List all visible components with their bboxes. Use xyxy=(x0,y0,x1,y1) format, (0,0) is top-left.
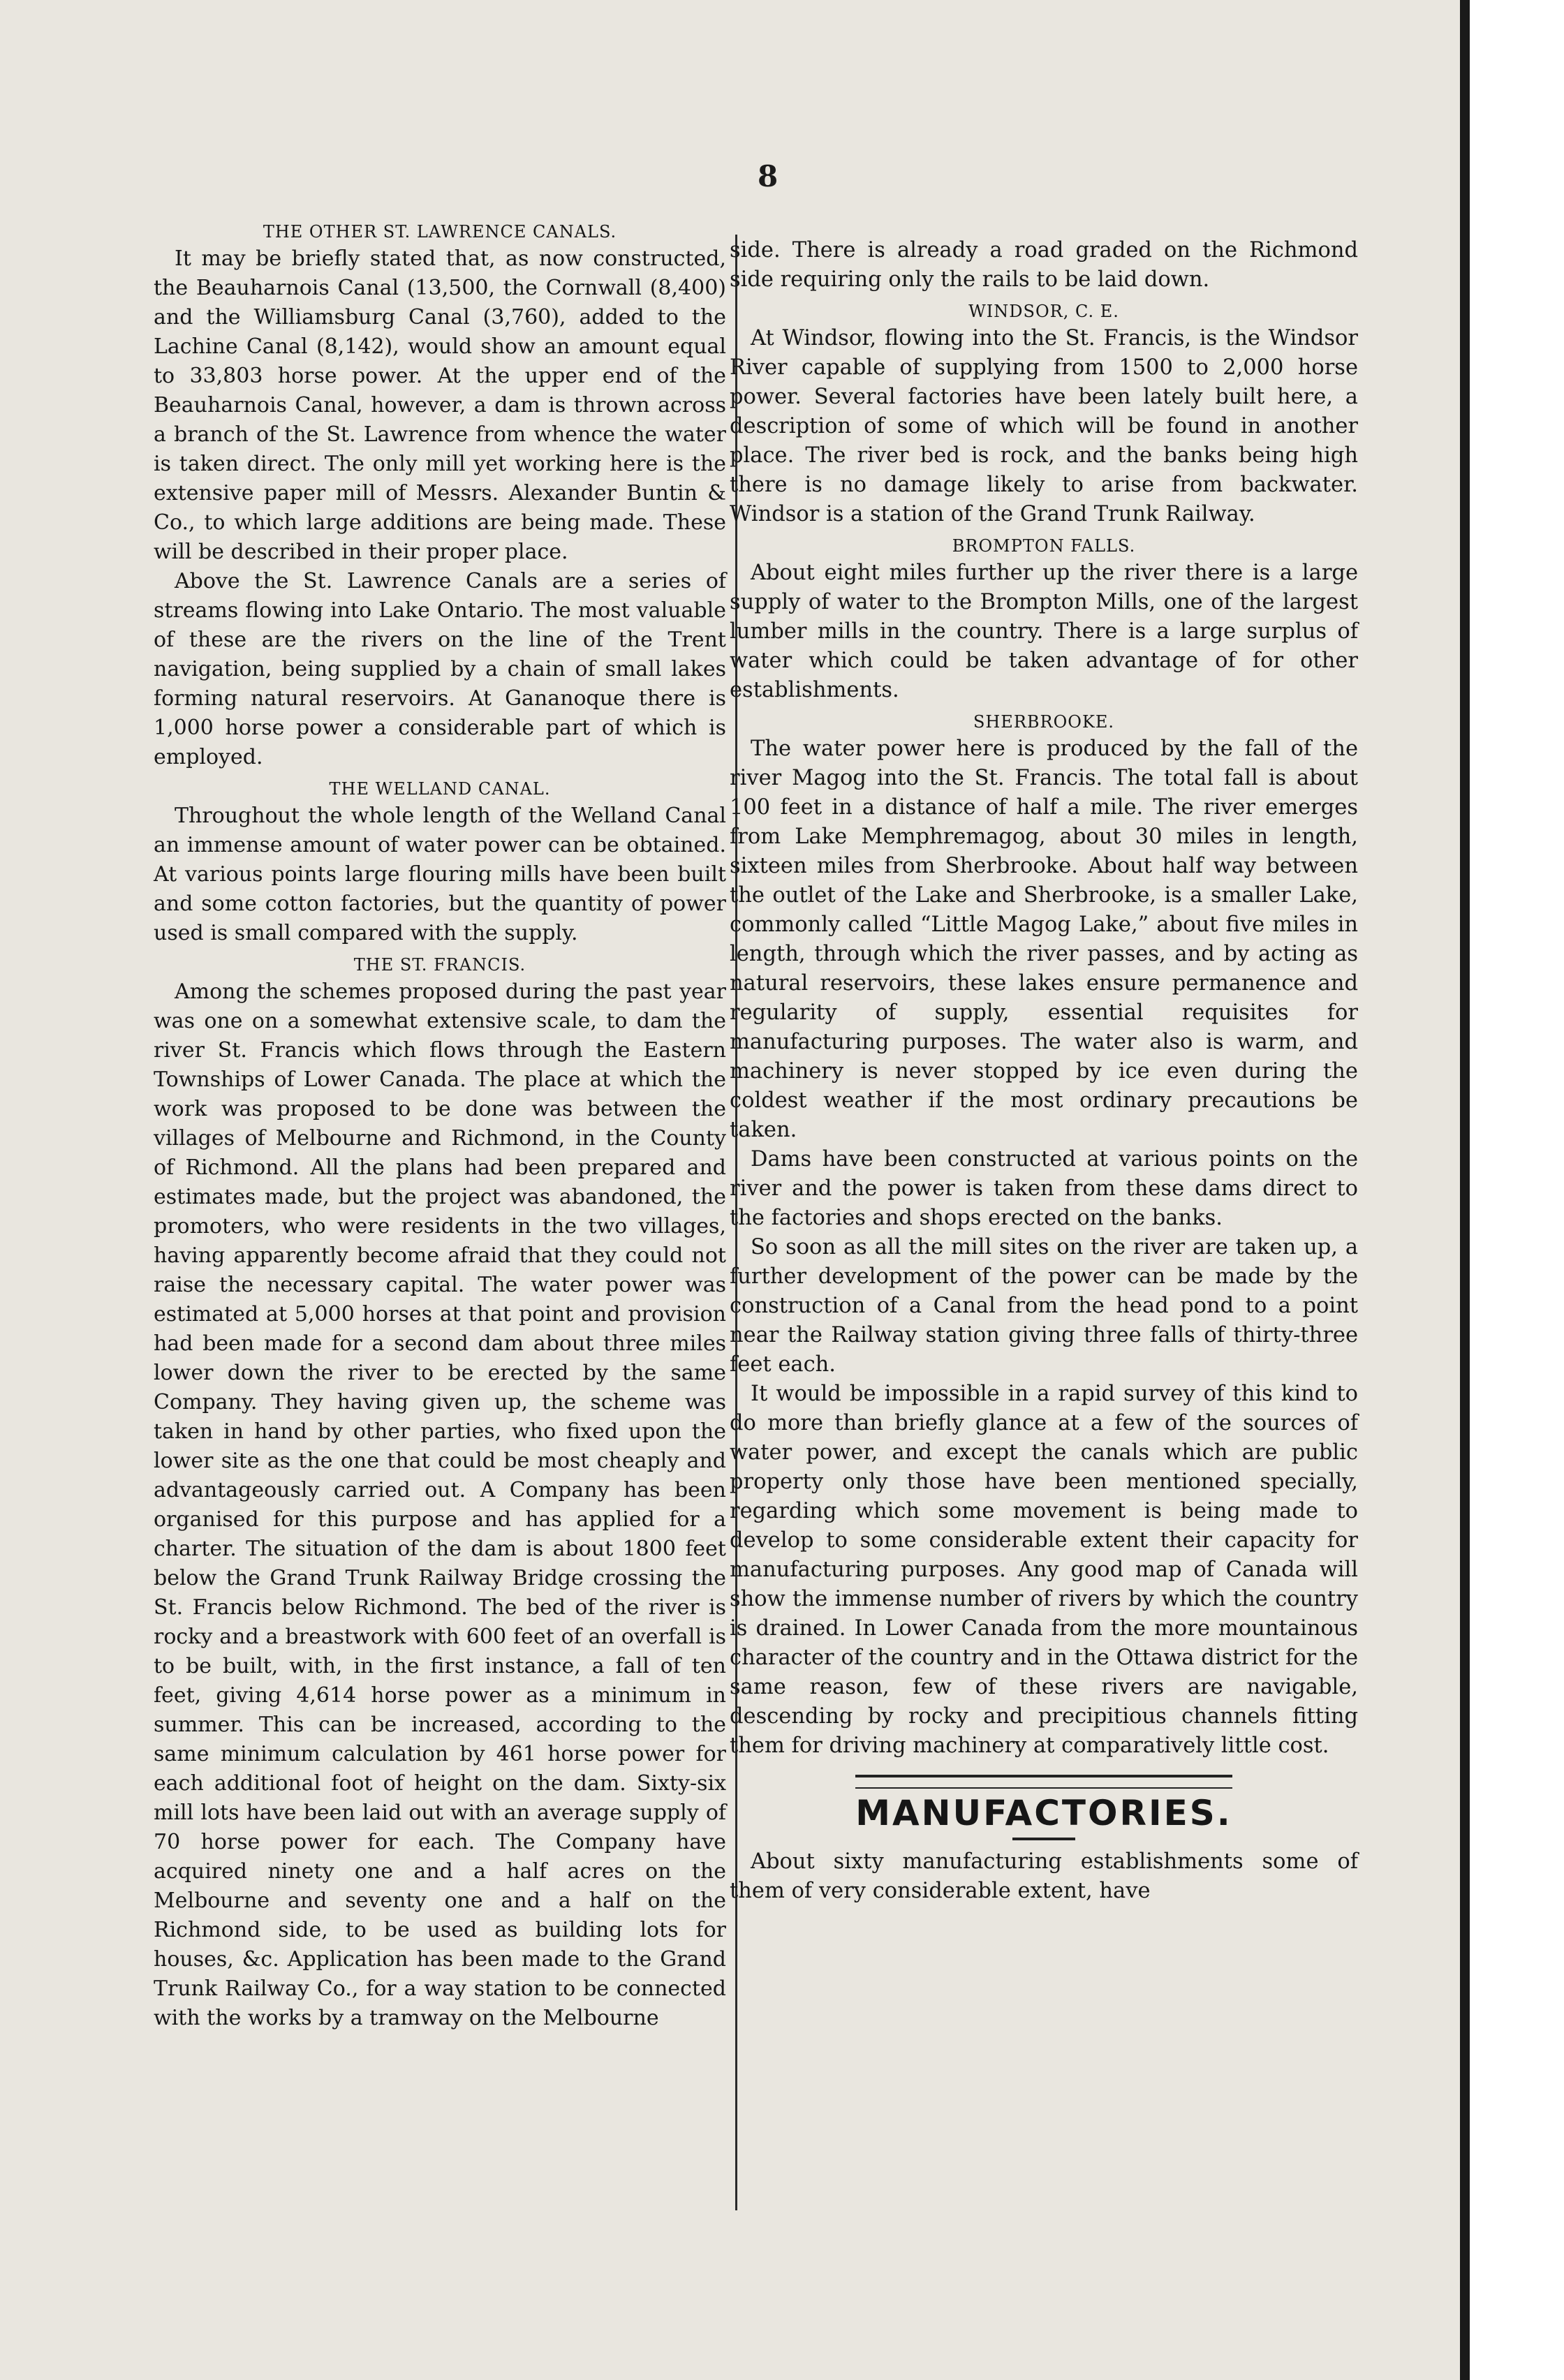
paragraph: So soon as all the mill sites on the river are taken up, a further development of the power can be made by the construction of a Canal from the head pond to a point near the Railway station giving three falls of thirty-three feet each. xyxy=(730,1235,1358,1377)
paragraph: Among the schemes proposed during the past year was one on a somewhat extensive scale, to dam the river St. Francis which flows through the Eastern Townships of Lower Canada. The place at which the work was proposed to be done was between the villages of Melbourne and Richmond, in the County of Richmond. All the plans had been prepared and estimates made, but the project was abandoned, the promoters, who were residents in the two villages, having apparently become afraid that they could not raise the necessary capital. The water power was estimated at 5,000 horses at that point and provision had been made for a second dam about three miles lower down the river to be erected by the same Company. They having given up, the scheme was taken in hand by other parties, who fixed upon the lower site as the one that could be most cheaply and advantageously carried out. A Company has been organised for this purpose and has applied for a charter. The situation of the dam is about 1800 feet below the Grand Trunk Railway Bridge crossing the St. Francis below Richmond. The bed of the river is rocky and a breastwork with 600 feet of an overfall is to be built, with, in the first instance, a fall of ten feet, giving 4,614 horse power as a minimum in summer. This can be increased, according to the same minimum calculation by 461 horse power for each additional foot of height on the dam. Sixty-six mill lots have been laid out with an average supply of 70 horse power for each. The Company have acquired ninety one and a half acres on the Melbourne and seventy one and a half on the Richmond side, to be used as building lots for houses, &c. Application has been made to the Grand Trunk Railway Co., for a way station to be connected with the works by a tramway on the Melbourne xyxy=(154,980,726,2030)
heading-sherbrooke: SHERBROOKE. xyxy=(973,712,1115,732)
scan-margin xyxy=(1470,0,1564,2380)
page-number: 8 xyxy=(758,159,779,193)
short-dash xyxy=(1012,1838,1075,1840)
double-rule xyxy=(855,1775,1232,1789)
paragraph: About eight miles further up the river there is a large supply of water to the Brompton Mills, one of the largest lumber mills in the country. There is a large surplus of water which could be taken advantage of for other establishments. xyxy=(730,561,1358,702)
paragraph: Throughout the whole length of the Welland Canal an immense amount of water power can be obtained. At various points large flouring mills have been built and some cotton factories, but the quantity of power used is small compared with the supply. xyxy=(154,804,726,945)
paragraph-continued: side. There is already a road graded on the Richmond side requiring only the rails to be laid down. xyxy=(730,238,1358,292)
paragraph: Above the St. Lawrence Canals are a series of streams flowing into Lake Ontario. The most valuable of these are the rivers on the line of the Trent navigation, being supplied by a chain of small lakes forming natural reservoirs. At Gananoque there is 1,000 horse power a considerable part of which is employed. xyxy=(154,569,726,769)
heading-welland-canal: THE WELLAND CANAL. xyxy=(329,779,551,799)
paragraph: The water power here is produced by the fall of the river Magog into the St. Francis. The total fall is about 100 feet in a distance of half a mile. The river emerges from Lake Memphremagog, about 30 miles in length, sixteen miles from Sherbrooke. About half way between the outlet of the Lake and Sherbrooke, is a smaller Lake, commonly called “Little Magog Lake,” about five miles in length, through which the river passes, and by acting as natural reservoirs, these lakes ensure permanence and regularity of supply, essential requisites for manufacturing purposes. The water also is warm, and machinery is never stopped by ice even during the coldest weather if the most ordinary precautions be taken. xyxy=(730,737,1358,1142)
heading-brompton-falls: BROMPTON FALLS. xyxy=(952,536,1136,556)
heading-manufactories: MANUFACTORIES. xyxy=(855,1793,1232,1833)
paragraph: About sixty manufacturing establishments some of them of very considerable extent, have xyxy=(730,1849,1358,1903)
paragraph: At Windsor, flowing into the St. Francis, is the Windsor River capable of supplying from 1500 to 2,000 horse power. Several factories have been lately built here, a description of some of which will be found in another place. The river bed is rock, and the banks being high there is no damage likely to arise from backwater. Windsor is a station of the Grand Trunk Railway. xyxy=(730,326,1358,526)
heading-st-francis: THE ST. FRANCIS. xyxy=(353,955,526,975)
paragraph: Dams have been constructed at various points on the river and the power is taken from these dams direct to the factories and shops erected on the banks. xyxy=(730,1147,1358,1230)
paragraph: It may be briefly stated that, as now constructed, the Beauharnois Canal (13,500, the Cornwall (8,400) and the Williamsburg Canal (3,760), added to the Lachine Canal (8,142), would show an amount equal to 33,803 horse power. At the upper end of the Beauharnois Canal, however, a dam is thrown across a branch of the St. Lawrence from whence the water is taken direct. The only mill yet working here is the extensive paper mill of Messrs. Alexander Buntin & Co., to which large additions are being made. These will be described in their proper place. xyxy=(154,246,726,564)
right-column xyxy=(730,236,1358,1906)
paragraph: It would be impossible in a rapid survey of this kind to do more than briefly glance at a few of the sources of water power, and except the canals which are public property only those have been mentioned specially, regarding which some movement is being made to develop to some considerable extent their capacity for manufacturing purposes. Any good map of Canada will show the immense number of rivers by which the country is drained. In Lower Canada from the more mountainous character of the country and in the Ottawa district for the same reason, few of these rivers are navigable, descending by rocky and precipitious channels fitting them for driving machinery at comparatively little cost. xyxy=(730,1382,1358,1758)
left-column xyxy=(154,222,726,2033)
heading-other-st-lawrence-canals: THE OTHER ST. LAWRENCE CANALS. xyxy=(263,222,617,242)
heading-windsor: WINDSOR, C. E. xyxy=(968,302,1119,321)
